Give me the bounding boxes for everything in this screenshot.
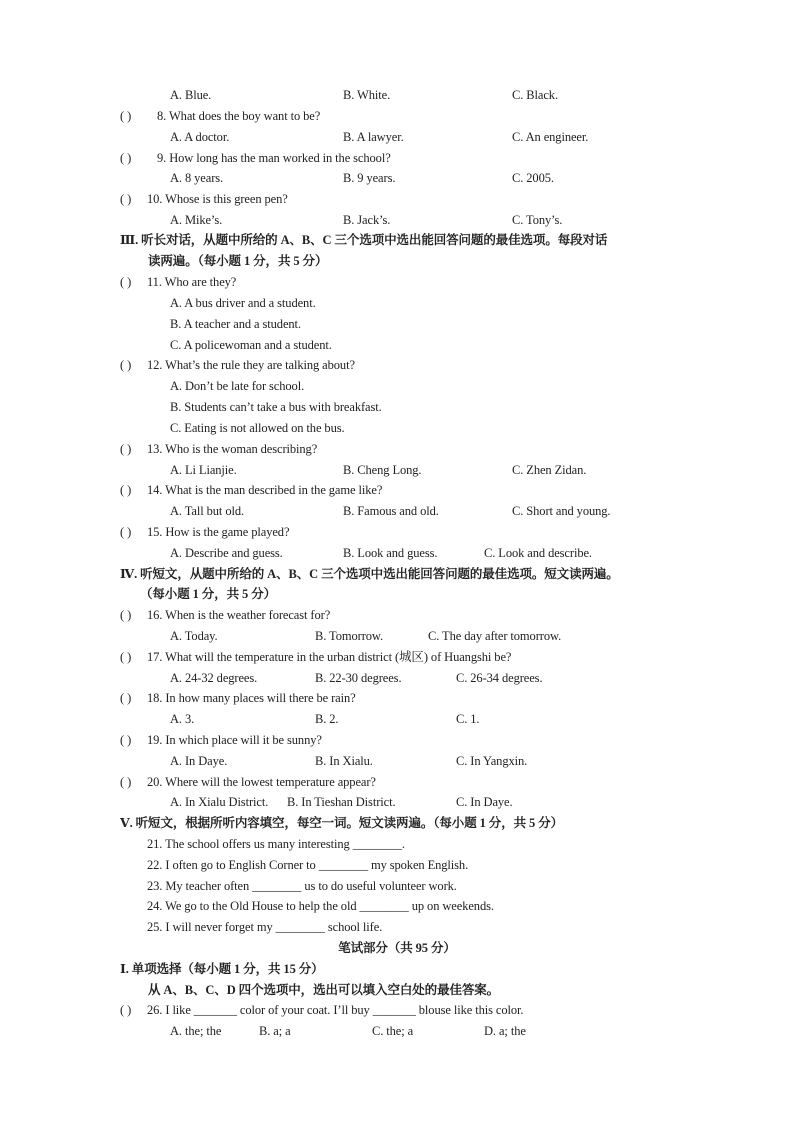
q10-text: 10. Whose is this green pen? [147, 192, 288, 206]
q8-text: 8. What does the boy want to be? [157, 109, 321, 123]
blank-item-23: 23. My teacher often ________ us to do useful volunteer work. [147, 879, 457, 893]
q10-answer-paren: ( ) [120, 192, 132, 206]
q10-option-b: B. Jack’s. [343, 213, 391, 227]
q16-option-a: A. Today. [170, 629, 218, 643]
q11-option-c: C. A policewoman and a student. [170, 338, 332, 352]
q20-answer-paren: ( ) [120, 775, 132, 789]
q18-answer-paren: ( ) [120, 691, 132, 705]
q14-option-c: C. Short and young. [512, 504, 611, 518]
written-section1-instruction: 从 A、B、C、D 四个选项中，选出可以填入空白处的最佳答案。 [148, 983, 500, 997]
q8-option-c: C. An engineer. [512, 130, 589, 144]
q18-option-b: B. 2. [315, 712, 339, 726]
written-section1-heading: Ⅰ. 单项选择（每小题 1 分，共 15 分） [120, 962, 324, 976]
written-part-title: 笔试部分（共 95 分） [338, 941, 456, 955]
q17-option-a: A. 24-32 degrees. [170, 671, 258, 685]
blank-item-24: 24. We go to the Old House to help the old ________ up on weekends. [147, 899, 494, 913]
q26-answer-paren: ( ) [120, 1003, 132, 1017]
q16-option-c: C. The day after tomorrow. [428, 629, 562, 643]
q20-option-c: C. In Daye. [456, 795, 513, 809]
q17-answer-paren: ( ) [120, 650, 132, 664]
q17-text: 17. What will the temperature in the urban district (城区) of Huangshi be? [147, 650, 512, 664]
q9-option-a: A. 8 years. [170, 171, 224, 185]
q20-option-b: B. In Tieshan District. [287, 795, 396, 809]
q7-option-a: A. Blue. [170, 88, 212, 102]
q7-option-b: B. White. [343, 88, 391, 102]
q26-text: 26. I like _______ color of your coat. I’ll buy _______ blouse like this color. [147, 1003, 524, 1017]
q14-text: 14. What is the man described in the game like? [147, 483, 383, 497]
q16-text: 16. When is the weather forecast for? [147, 608, 331, 622]
q12-option-b: B. Students can’t take a bus with breakfast. [170, 400, 382, 414]
q15-option-a: A. Describe and guess. [170, 546, 283, 560]
q15-answer-paren: ( ) [120, 525, 132, 539]
q11-option-a: A. A bus driver and a student. [170, 296, 316, 310]
q19-option-b: B. In Xialu. [315, 754, 373, 768]
blank-item-22: 22. I often go to English Corner to ________ my spoken English. [147, 858, 469, 872]
section4-heading-line2: （每小题 1 分，共 5 分） [140, 587, 277, 601]
q15-text: 15. How is the game played? [147, 525, 290, 539]
blank-item-21: 21. The school offers us many interesting ________. [147, 837, 405, 851]
q19-option-c: C. In Yangxin. [456, 754, 528, 768]
q10-option-c: C. Tony’s. [512, 213, 563, 227]
q20-option-a: A. In Xialu District. [170, 795, 269, 809]
q13-answer-paren: ( ) [120, 442, 132, 456]
q18-text: 18. In how many places will there be rain? [147, 691, 356, 705]
q8-option-b: B. A lawyer. [343, 130, 404, 144]
q9-answer-paren: ( ) [120, 151, 132, 165]
q19-option-a: A. In Daye. [170, 754, 228, 768]
q18-option-a: A. 3. [170, 712, 195, 726]
q13-option-a: A. Li Lianjie. [170, 463, 237, 477]
q17-option-b: B. 22-30 degrees. [315, 671, 402, 685]
q18-option-c: C. 1. [456, 712, 480, 726]
q12-text: 12. What’s the rule they are talking about? [147, 358, 355, 372]
q14-option-b: B. Famous and old. [343, 504, 439, 518]
section5-heading: Ⅴ. 听短文，根据所听内容填空，每空一词。短文读两遍。（每小题 1 分，共 5 分） [120, 816, 564, 830]
section3-heading-line2: 读两遍。（每小题 1 分，共 5 分） [148, 254, 328, 268]
q17-option-c: C. 26-34 degrees. [456, 671, 543, 685]
q26-option-d: D. a; the [484, 1024, 526, 1038]
q14-option-a: A. Tall but old. [170, 504, 245, 518]
q12-option-c: C. Eating is not allowed on the bus. [170, 421, 345, 435]
q19-answer-paren: ( ) [120, 733, 132, 747]
q26-option-c: C. the; a [372, 1024, 414, 1038]
q11-option-b: B. A teacher and a student. [170, 317, 301, 331]
q19-text: 19. In which place will it be sunny? [147, 733, 322, 747]
q13-option-b: B. Cheng Long. [343, 463, 422, 477]
q20-text: 20. Where will the lowest temperature appear? [147, 775, 376, 789]
q10-option-a: A. Mike’s. [170, 213, 223, 227]
q14-answer-paren: ( ) [120, 483, 132, 497]
section4-heading-line1: Ⅳ. 听短文，从题中所给的 A、B、C 三个选项中选出能回答问题的最佳选项。短文读两遍。 [120, 567, 619, 581]
q11-answer-paren: ( ) [120, 275, 132, 289]
q26-option-b: B. a; a [259, 1024, 291, 1038]
q8-answer-paren: ( ) [120, 109, 132, 123]
q13-text: 13. Who is the woman describing? [147, 442, 318, 456]
q26-option-a: A. the; the [170, 1024, 222, 1038]
q8-option-a: A. A doctor. [170, 130, 230, 144]
q15-option-c: C. Look and describe. [484, 546, 592, 560]
section3-heading-line1: Ⅲ. 听长对话，从题中所给的 A、B、C 三个选项中选出能回答问题的最佳选项。每段对话 [120, 233, 608, 247]
q12-answer-paren: ( ) [120, 358, 132, 372]
q7-option-c: C. Black. [512, 88, 558, 102]
q13-option-c: C. Zhen Zidan. [512, 463, 587, 477]
q9-option-b: B. 9 years. [343, 171, 396, 185]
q15-option-b: B. Look and guess. [343, 546, 438, 560]
q16-option-b: B. Tomorrow. [315, 629, 384, 643]
q9-text: 9. How long has the man worked in the school? [157, 151, 391, 165]
q9-option-c: C. 2005. [512, 171, 554, 185]
q16-answer-paren: ( ) [120, 608, 132, 622]
blank-item-25: 25. I will never forget my ________ school life. [147, 920, 383, 934]
q11-text: 11. Who are they? [147, 275, 237, 289]
q12-option-a: A. Don’t be late for school. [170, 379, 305, 393]
